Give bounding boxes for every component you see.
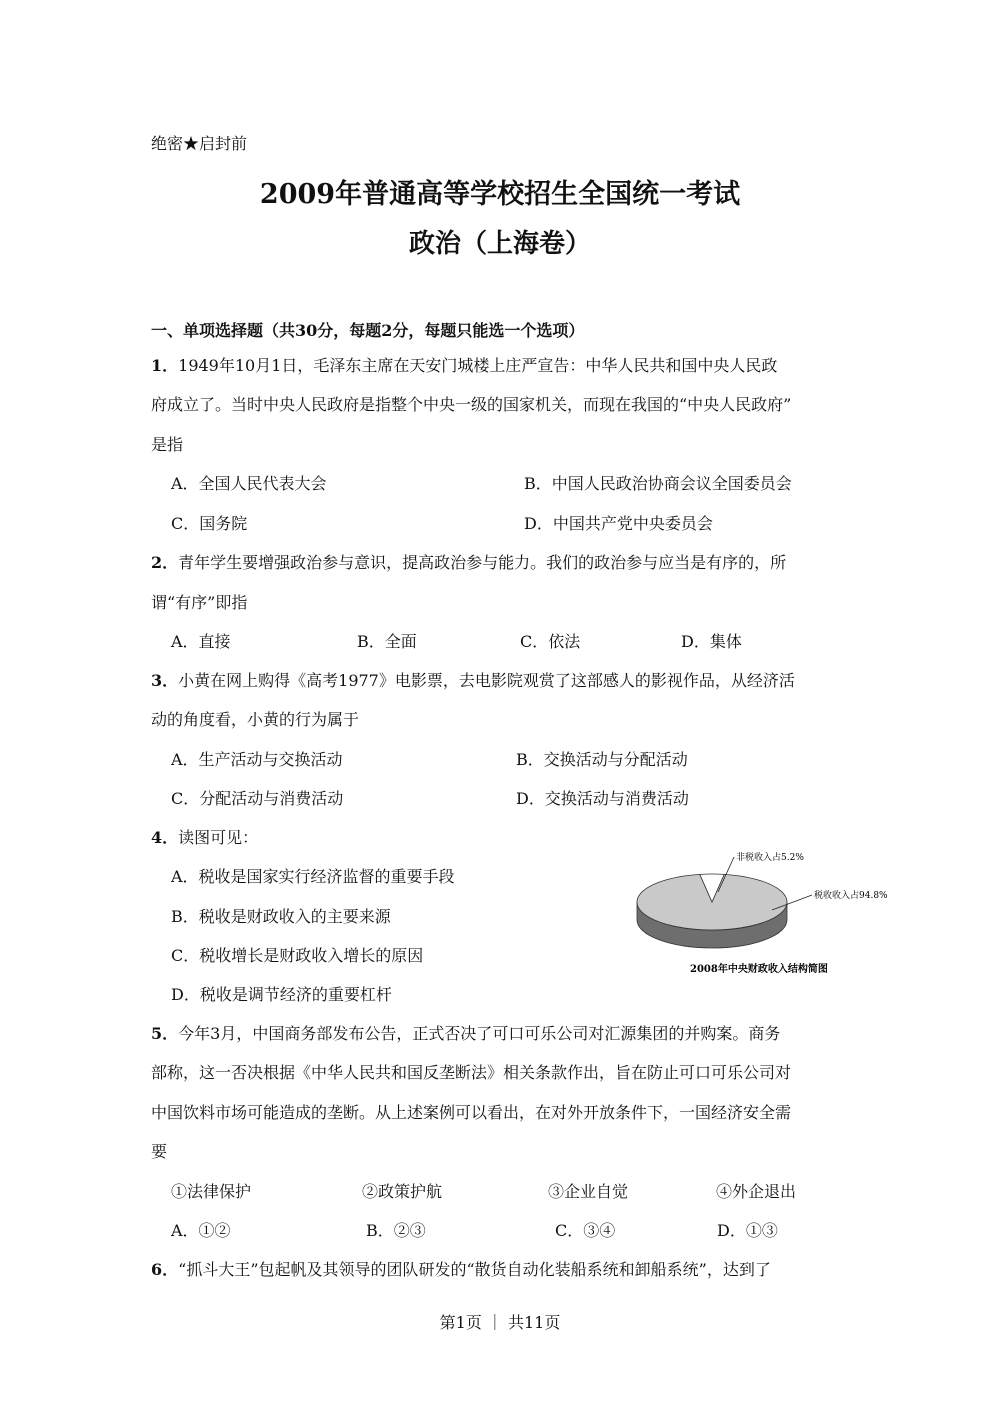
- page-footer: 第1页 ｜ 共11页: [439, 1313, 561, 1332]
- question-number: 4．: [151, 828, 179, 847]
- question-2-option-a: A．直接: [171, 632, 231, 651]
- question-1-option-c: C．国务院: [171, 514, 248, 533]
- question-1-line-2: 府成立了。当时中央人民政府是指整个中央一级的国家机关，而现在我国的“中央人民政府”: [151, 395, 792, 414]
- question-text: 小黄在网上购得《高考1977》电影票，去电影院观赏了这部感人的影视作品，从经济活: [178, 671, 795, 690]
- question-text: 今年3月，中国商务部发布公告，正式否决了可口可乐公司对汇源集团的并购案。商务: [178, 1024, 781, 1043]
- question-5-option-c: C．③④: [555, 1221, 616, 1240]
- question-5-line-4: 要: [151, 1142, 168, 1161]
- question-2-option-d: D．集体: [681, 632, 742, 651]
- question-1-option-a: A．全国人民代表大会: [171, 474, 327, 493]
- question-5-line-3: 中国饮料市场可能造成的垄断。从上述案例可以看出，在对外开放条件下，一国经济安全需: [151, 1103, 792, 1122]
- question-3-option-d: D．交换活动与消费活动: [516, 789, 689, 808]
- question-4-option-c: C．税收增长是财政收入增长的原因: [171, 946, 424, 965]
- question-text: 读图可见：: [178, 828, 259, 847]
- question-5-item-3: ③企业自觉: [548, 1182, 629, 1201]
- question-text: 青年学生要增强政治参与意识，提高政治参与能力。我们的政治参与应当是有序的，所: [178, 553, 787, 572]
- exam-title: 2009年普通高等学校招生全国统一考试: [259, 179, 741, 210]
- question-5-option-b: B．②③: [366, 1221, 426, 1240]
- chart-label-tax: 税收收入占94.8%: [814, 891, 888, 901]
- question-3-line-1: [151, 668, 795, 691]
- question-5-option-a: A．①②: [171, 1221, 231, 1240]
- question-3-line-2: 动的角度看，小黄的行为属于: [151, 710, 360, 729]
- question-3-option-a: A．生产活动与交换活动: [171, 750, 343, 769]
- question-5-item-4: ④外企退出: [716, 1182, 797, 1201]
- question-number: 3．: [151, 671, 179, 690]
- question-number: 5．: [151, 1024, 179, 1043]
- chart-label-nontax: 非税收入占5.2%: [736, 853, 804, 863]
- question-2-line-2: 谓“有序”即指: [151, 593, 248, 612]
- question-number: 6．: [151, 1260, 179, 1279]
- question-5-line-2: 部称，这一否决根据《中华人民共和国反垄断法》相关条款作出，旨在防止可口可乐公司对: [151, 1063, 792, 1082]
- question-5-item-2: ②政策护航: [362, 1182, 443, 1201]
- question-4-option-b: B．税收是财政收入的主要来源: [171, 907, 391, 926]
- question-2-option-c: C．依法: [520, 632, 581, 651]
- question-text: 1949年10月1日，毛泽东主席在天安门城楼上庄严宣告：中华人民共和国中央人民政: [178, 356, 778, 375]
- question-number: 1．: [151, 356, 179, 375]
- question-6-line-1: [151, 1257, 771, 1280]
- question-3-option-b: B．交换活动与分配活动: [516, 750, 688, 769]
- question-1-option-d: D．中国共产党中央委员会: [524, 514, 713, 533]
- question-number: 2．: [151, 553, 179, 572]
- question-5-line-1: [151, 1021, 780, 1044]
- question-3-option-c: C．分配活动与消费活动: [171, 789, 344, 808]
- question-5-item-1: ①法律保护: [171, 1182, 252, 1201]
- question-1-line-1: [151, 353, 777, 376]
- question-text: “抓斗大王”包起帆及其领导的团队研发的“散货自动化装船系统和卸船系统”，达到了: [178, 1260, 771, 1279]
- question-1-line-3: 是指: [151, 435, 184, 454]
- question-4-option-a: A．税收是国家实行经济监督的重要手段: [171, 867, 455, 886]
- question-2-line-1: [151, 550, 786, 573]
- question-4-line-1: [151, 825, 258, 848]
- chart-caption: 2008年中央财政收入结构简图: [690, 964, 828, 975]
- question-5-option-d: D．①③: [717, 1221, 778, 1240]
- section-heading: 一、单项选择题（共30分，每题2分，每题只能选一个选项）: [151, 321, 585, 340]
- question-4-option-d: D．税收是调节经济的重要杠杆: [171, 985, 392, 1004]
- confidential-label: 绝密★启封前: [151, 134, 248, 153]
- pie-chart: [630, 840, 900, 980]
- exam-subtitle: 政治（上海卷）: [408, 229, 591, 259]
- question-1-option-b: B．中国人民政治协商会议全国委员会: [524, 474, 792, 493]
- question-2-option-b: B．全面: [357, 632, 417, 651]
